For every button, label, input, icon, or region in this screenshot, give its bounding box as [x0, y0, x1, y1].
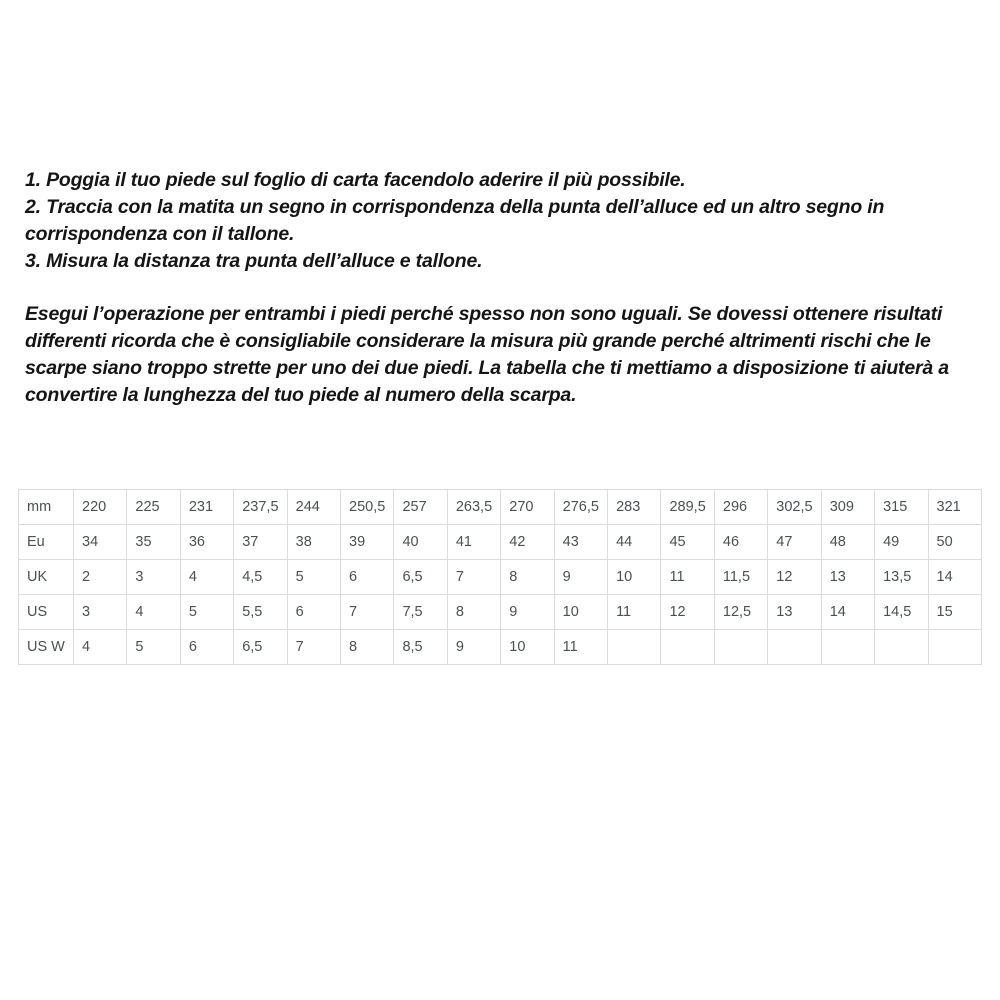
- size-cell: 5: [287, 560, 340, 595]
- size-cell: 5: [127, 630, 180, 665]
- size-cell: 42: [501, 525, 554, 560]
- size-cell: 237,5: [234, 490, 287, 525]
- size-cell: 315: [875, 490, 928, 525]
- size-cell: 10: [608, 560, 661, 595]
- size-cell: 6: [180, 630, 233, 665]
- size-cell: 283: [608, 490, 661, 525]
- size-cell: 8,5: [394, 630, 447, 665]
- size-cell: 6: [341, 560, 394, 595]
- size-cell: 43: [554, 525, 607, 560]
- size-cell: 289,5: [661, 490, 714, 525]
- size-cell: 7: [287, 630, 340, 665]
- size-cell: 48: [821, 525, 874, 560]
- size-cell: 15: [928, 595, 982, 630]
- size-cell: 225: [127, 490, 180, 525]
- size-cell: 10: [501, 630, 554, 665]
- row-label-cell: Eu: [19, 525, 74, 560]
- size-cell: 263,5: [447, 490, 500, 525]
- size-cell: 9: [447, 630, 500, 665]
- size-cell: [875, 630, 928, 665]
- row-label-cell: UK: [19, 560, 74, 595]
- size-cell: 257: [394, 490, 447, 525]
- size-cell: 38: [287, 525, 340, 560]
- size-cell: 41: [447, 525, 500, 560]
- size-cell: 6,5: [234, 630, 287, 665]
- size-cell: 270: [501, 490, 554, 525]
- size-cell: 6,5: [394, 560, 447, 595]
- size-cell: 9: [554, 560, 607, 595]
- table-row: [19, 490, 982, 525]
- instructions-list: [25, 167, 965, 275]
- size-cell: 12,5: [714, 595, 767, 630]
- size-cell: 7: [341, 595, 394, 630]
- size-cell: 220: [74, 490, 127, 525]
- size-cell: 2: [74, 560, 127, 595]
- size-cell: 39: [341, 525, 394, 560]
- size-cell: 321: [928, 490, 982, 525]
- size-cell: 45: [661, 525, 714, 560]
- instruction-step-2: 2. Traccia con la matita un segno in corrispondenza della punta dell’alluce ed un altro segno in corrispondenza con il tallone.: [25, 196, 885, 245]
- size-cell: [928, 630, 982, 665]
- size-cell: 35: [127, 525, 180, 560]
- table-row: [19, 630, 982, 665]
- size-cell: 13: [768, 595, 821, 630]
- intro-paragraph-text: Esegui l’operazione per entrambi i piedi perché spesso non sono uguali. Se dovessi ottenere risultati differenti ricorda che è consigliabile considerare la misura più grande perché altrimenti rischi che le scarpe siano troppo strette per uno dei due piedi. La tabella che ti mettiamo a disposizione ti aiuterà a convertire la lunghezza del tuo piede al numero della scarpa.: [25, 303, 949, 406]
- size-cell: 4: [180, 560, 233, 595]
- table-row: [19, 595, 982, 630]
- size-cell: 5,5: [234, 595, 287, 630]
- size-cell: 11,5: [714, 560, 767, 595]
- size-cell: 4: [74, 630, 127, 665]
- size-cell: 47: [768, 525, 821, 560]
- size-cell: 40: [394, 525, 447, 560]
- intro-paragraph: [25, 301, 965, 409]
- size-cell: 11: [554, 630, 607, 665]
- size-cell: [608, 630, 661, 665]
- size-cell: 4: [127, 595, 180, 630]
- size-cell: 3: [127, 560, 180, 595]
- size-cell: 12: [768, 560, 821, 595]
- size-cell: 8: [447, 595, 500, 630]
- size-cell: 37: [234, 525, 287, 560]
- size-cell: 49: [875, 525, 928, 560]
- size-cell: 14: [928, 560, 982, 595]
- size-conversion-table: [18, 489, 982, 665]
- row-label-cell: mm: [19, 490, 74, 525]
- size-cell: [714, 630, 767, 665]
- size-cell: 8: [341, 630, 394, 665]
- size-cell: 296: [714, 490, 767, 525]
- size-cell: 8: [501, 560, 554, 595]
- size-cell: 7,5: [394, 595, 447, 630]
- size-cell: [768, 630, 821, 665]
- size-cell: 6: [287, 595, 340, 630]
- row-label-cell: US W: [19, 630, 74, 665]
- size-cell: 309: [821, 490, 874, 525]
- size-cell: 250,5: [341, 490, 394, 525]
- size-cell: 302,5: [768, 490, 821, 525]
- size-cell: 12: [661, 595, 714, 630]
- instruction-step-1: 1. Poggia il tuo piede sul foglio di carta facendolo aderire il più possibile.: [25, 169, 686, 191]
- size-cell: [821, 630, 874, 665]
- size-cell: 14: [821, 595, 874, 630]
- size-cell: 11: [608, 595, 661, 630]
- size-cell: 3: [74, 595, 127, 630]
- size-cell: 231: [180, 490, 233, 525]
- size-cell: 14,5: [875, 595, 928, 630]
- size-cell: 36: [180, 525, 233, 560]
- size-cell: 10: [554, 595, 607, 630]
- size-cell: 5: [180, 595, 233, 630]
- row-label-cell: US: [19, 595, 74, 630]
- size-cell: 13: [821, 560, 874, 595]
- table-row: [19, 560, 982, 595]
- size-cell: 7: [447, 560, 500, 595]
- table-row: [19, 525, 982, 560]
- size-table-body: [19, 490, 982, 665]
- size-cell: 9: [501, 595, 554, 630]
- size-cell: 34: [74, 525, 127, 560]
- size-cell: 50: [928, 525, 982, 560]
- size-cell: 44: [608, 525, 661, 560]
- size-cell: 244: [287, 490, 340, 525]
- instruction-step-3: 3. Misura la distanza tra punta dell’alluce e tallone.: [25, 250, 483, 272]
- size-cell: [661, 630, 714, 665]
- size-cell: 46: [714, 525, 767, 560]
- size-cell: 4,5: [234, 560, 287, 595]
- size-cell: 13,5: [875, 560, 928, 595]
- size-cell: 11: [661, 560, 714, 595]
- size-cell: 276,5: [554, 490, 607, 525]
